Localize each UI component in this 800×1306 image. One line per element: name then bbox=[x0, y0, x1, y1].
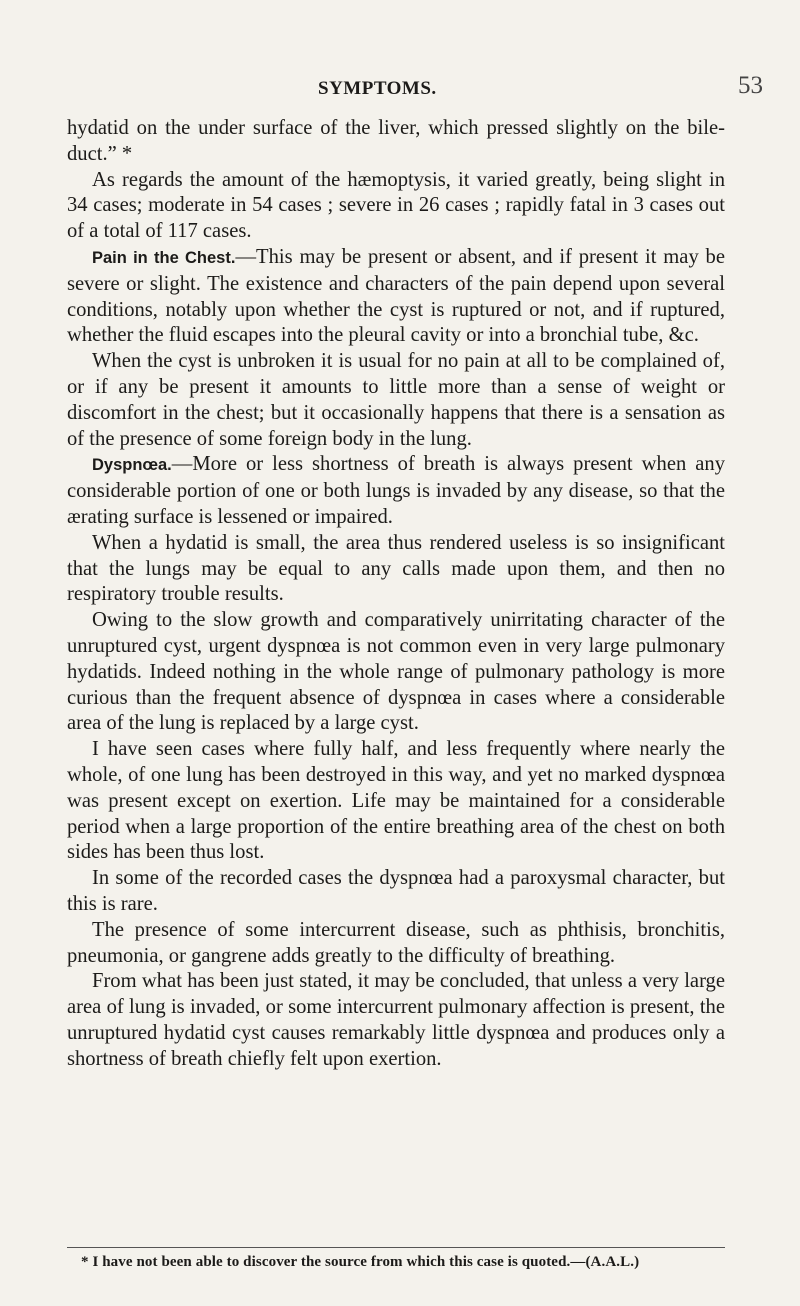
paragraph bbox=[67, 245, 725, 349]
paragraph bbox=[67, 452, 725, 530]
page-number: 53 bbox=[738, 72, 763, 99]
paragraph-text: When the cyst is unbroken it is usual for no pain at all to be complained of, or if any be present it amounts to little more than a sense of weight or discomfort in the chest; but it occasionally happens that there is a sensation as of the presence of some foreign body in the lung. bbox=[67, 350, 725, 450]
paragraph-text: As regards the amount of the hæmoptysis, it varied greatly, being slight in 34 cases; moderate in 54 cases ; severe in 26 cases ; rapidly fatal in 3 cases out of a total of 117 cases. bbox=[67, 168, 725, 243]
body-text bbox=[67, 116, 725, 1072]
side-heading: Dyspnœa. bbox=[92, 456, 172, 475]
running-title: SYMPTOMS. bbox=[318, 78, 437, 99]
paragraph-text: Owing to the slow growth and comparatively unirritating character of the unruptured cyst, urgent dyspnœa is not common even in very large pulmonary hydatids. Indeed nothing in the whole range of pulmonary pathology is more curious than the frequent absence of dyspnœa in cases where a considerable area of the lung is replaced by a large cyst. bbox=[67, 609, 725, 735]
paragraph-text: From what has been just stated, it may be concluded, that unless a very large area of lung is invaded, or some intercurrent pulmonary affection is present, the unruptured hydatid cyst causes remarkably little dyspnœa and produces only a shortness of breath chiefly felt upon exertion. bbox=[67, 970, 725, 1070]
paragraph bbox=[67, 866, 725, 918]
paragraph bbox=[67, 918, 725, 970]
side-heading: Pain in the Chest. bbox=[92, 248, 236, 267]
paragraph bbox=[67, 969, 725, 1072]
paragraph-text: When a hydatid is small, the area thus rendered useless is so insignificant that the lungs may be equal to any calls made upon them, and then no respiratory trouble results. bbox=[67, 531, 725, 606]
paragraph-text: —More or less shortness of breath is always present when any considerable portion of one or both lungs is invaded by any disease, so that the ærating surface is lessened or impaired. bbox=[67, 453, 725, 528]
paragraph bbox=[67, 349, 725, 452]
paragraph bbox=[67, 608, 725, 737]
paragraph bbox=[67, 737, 725, 866]
paragraph bbox=[67, 116, 725, 168]
paragraph bbox=[67, 531, 725, 608]
paragraph-text: hydatid on the under surface of the liver, which pressed slightly on the bile-duct.” * bbox=[67, 117, 725, 165]
paragraph bbox=[67, 168, 725, 245]
footnote: * I have not been able to discover the source from which this case is quoted.—(A.A.L.) bbox=[67, 1247, 725, 1271]
paragraph-text: The presence of some intercurrent disease, such as phthisis, bronchitis, pneumonia, or gangrene adds greatly to the difficulty of breathing. bbox=[67, 918, 725, 967]
paragraph-text: In some of the recorded cases the dyspnœa had a paroxysmal character, but this is rare. bbox=[67, 867, 725, 915]
paragraph-text: I have seen cases where fully half, and less frequently where nearly the whole, of one lung has been destroyed in this way, and yet no marked dyspnœa was present except on exertion. Life may be maintained for a considerable period when a large proportion of the entire breathing area of the chest on both sides has been thus lost. bbox=[67, 738, 725, 864]
paragraph-text: —This may be present or absent, and if present it may be severe or slight. The existence and characters of the pain depend upon several conditions, notably upon whether the cyst is ruptured or not, and if ruptured, whether the fluid escapes into the pleural cavity or into a bronchial tube, &c. bbox=[67, 245, 725, 347]
